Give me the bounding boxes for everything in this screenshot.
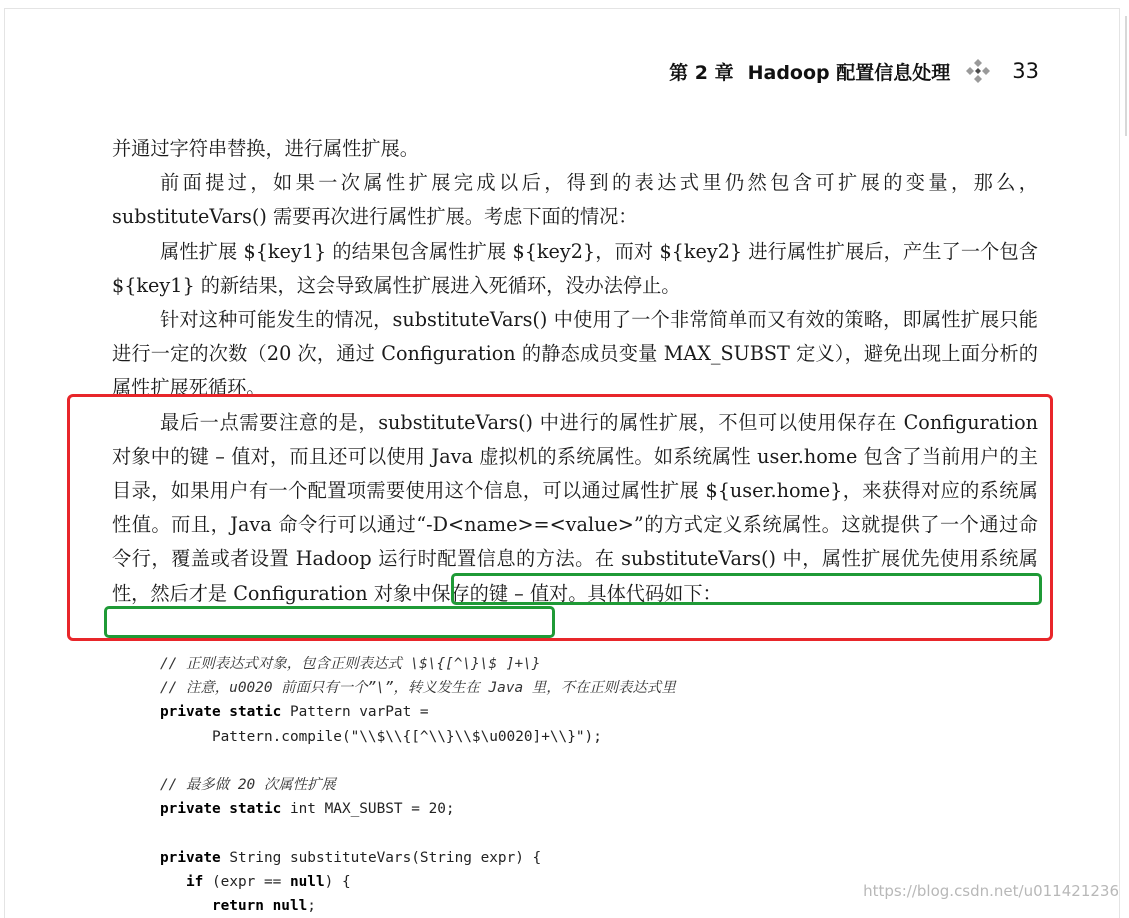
code-line-blank [160,749,676,773]
paragraph-2: 属性扩展 ${key1} 的结果包含属性扩展 ${key2}，而对 ${key2} 进行属性扩展后，产生了一个包含 ${key1} 的新结果，这会导致属性扩展进入死循环，没办法停止。 [112,239,1038,297]
code-line: Pattern.compile("\\$\\{[^\\}\\$\u0020]+\\}"); [160,728,602,745]
paragraph-0: 并通过字符串替换，进行属性扩展。 [112,137,419,160]
code-line-blank [160,821,676,845]
green-highlight-box-line2 [104,606,555,638]
code-line: private String substituteVars(String expr) { [160,849,542,866]
paragraph-3: 针对这种可能发生的情况，substituteVars() 中使用了一个非常简单而又有效的策略，即属性扩展只能进行一定的次数（20 次，通过 Configuration 的静态成员变量 MAX_SUBST 定义），避免出现上面分析的属性扩展死循环。 [112,308,1038,400]
code-line: // 正则表达式对象，包含正则表达式 \$\{[^\}\$ ]+\} [160,656,541,672]
code-line: return null; [211,898,316,915]
code-line: // 最多做 20 次属性扩展 [160,777,336,794]
code-listing [160,652,676,918]
code-line: private static int MAX_SUBST = 20; [160,801,455,818]
code-line: private static Pattern varPat = [160,704,429,721]
diamond-cluster-ornament-icon [964,57,992,85]
running-header [669,55,1039,87]
paragraph-4: 最后一点需要注意的是，substituteVars() 中进行的属性扩展，不但可以使用保存在 Configuration 对象中的键 – 值对，而且还可以使用 Java 虚拟机的系统属性。如系统属性 user.home 包含了当前用户的主目录，如果用户有一个配置项需要使用这个信息，可以通过属性扩展 ${user.home}，来获得对应的系统属性值。而且，Java 命令行可以通过“-D<name>=<value>”的方式定义系统属性。这就提供了一个通过命令行，覆盖或者设置 Hadoop 运行时配置信息的方法。在 substituteVars() 中，属性扩展优先使用系统属性，然后才是 Configuration 对象中保存的键 – 值对。具体代码如下： [112,410,1038,605]
chapter-label: 第 2 章 [669,61,734,84]
code-line: if (expr == null) { [186,873,351,890]
code-line: // 注意，u0020 前面只有一个”\”，转义发生在 Java 里，不在正则表达式里 [160,680,676,697]
watermark: https://blog.csdn.net/u011421236 [863,882,1119,900]
page-number: 33 [1012,59,1039,83]
scrollbar[interactable] [1125,16,1127,136]
green-highlight-box-line1 [451,573,1042,605]
paragraph-1: 前面提过，如果一次属性扩展完成以后，得到的表达式里仍然包含可扩展的变量，那么，substituteVars() 需要再次进行属性扩展。考虑下面的情况： [112,171,1038,229]
chapter-title: Hadoop 配置信息处理 [747,61,951,84]
